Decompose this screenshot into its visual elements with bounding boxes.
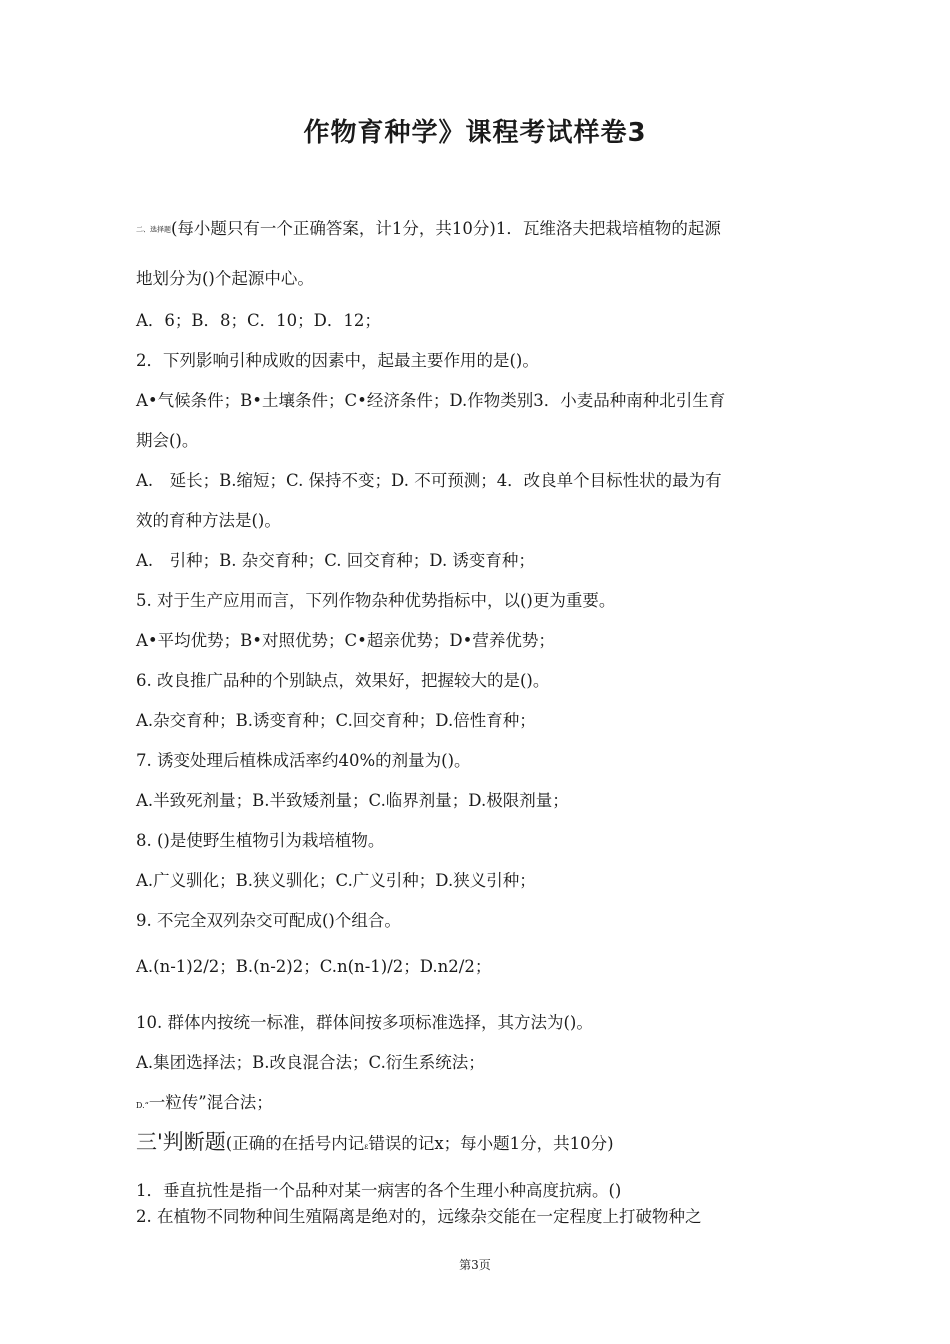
section3-heading: 三'判断题 [136, 1130, 226, 1154]
section2-intro-text: (每小题只有一个正确答案，计1分，共10分)1．瓦维洛夫把栽培植物的起源 [171, 219, 721, 238]
section3-heading-line [136, 1128, 826, 1161]
option-line-6: A.杂交育种；B.诱变育种；C.回交育种；D.倍性育种； [136, 711, 536, 730]
question-6: 6. 改良推广品种的个别缺点，效果好，把握较大的是()。 [136, 671, 550, 690]
option-d-prefix: D.“ [136, 1101, 149, 1110]
judge-question-1: 1．垂直抗性是指一个品种对某一病害的各个生理小种高度抗病。() [136, 1181, 622, 1200]
option-line-10: A.集团选择法；B.改良混合法；C.衍生系统法； [136, 1053, 485, 1072]
page-number: 第3页 [459, 1258, 491, 1272]
judge-question-2: 2. 在植物不同物种间生殖隔离是绝对的，远缘杂交能在一定程度上打破物种之 [136, 1207, 702, 1226]
question-1-continued: 地划分为()个起源中心。 [136, 269, 314, 288]
question-5: 5. 对于生产应用而言，下列作物杂种优势指标中，以()更为重要。 [136, 591, 616, 610]
option-line-8: A.广义驯化；B.狭义驯化；C.广义引种；D.狭义引种； [136, 871, 536, 890]
option-line-4: A. 引种；B. 杂交育种；C. 回交育种；D. 诱变育种； [136, 551, 535, 570]
question-7: 7. 诱变处理后植株成活率约40%的剂量为()。 [136, 751, 471, 770]
section3-intro-2: 错误的记x；每小题1分，共10分) [368, 1134, 614, 1153]
section3-intro: (正确的在括号内记 [225, 1134, 365, 1153]
section2-intro [136, 218, 826, 241]
option-line-1: A．6；B．8；C．10；D．12； [136, 311, 381, 330]
option-line-7: A.半致死剂量；B.半致矮剂量；C.临界剂量；D.极限剂量； [136, 791, 569, 810]
page-title: 作物育种学》课程考试样卷3 [303, 118, 647, 148]
option-line-2: A•气候条件；B•土壤条件；C•经济条件；D.作物类别3．小麦品种南种北引生育 [136, 391, 726, 410]
question-8: 8. ()是使野生植物引为栽培植物。 [136, 831, 385, 850]
section2-label: 二、选择题 [136, 225, 171, 234]
option-d-text: 一粒传”混合法； [148, 1093, 273, 1112]
question-4-continued: 效的育种方法是()。 [136, 511, 281, 530]
option-line-5: A•平均优势；B•对照优势；C•超亲优势；D•营养优势； [136, 631, 555, 650]
section3-mark: ε [364, 1142, 369, 1151]
option-line-10-d [136, 1092, 826, 1117]
option-line-3: A. 延长；B.缩短；C. 保持不变；D. 不可预测；4．改良单个目标性状的最为有 [136, 471, 722, 490]
question-10: 10. 群体内按统一标准，群体间按多项标准选择，其方法为()。 [136, 1013, 593, 1032]
option-line-9: A.(n-1)2/2；B.(n-2)2；C.n(n-1)/2；D.n2/2； [136, 957, 492, 976]
question-3-continued: 期会()。 [136, 431, 199, 450]
question-9: 9. 不完全双列杂交可配成()个组合。 [136, 911, 401, 930]
question-2: 2．下列影响引种成败的因素中，起最主要作用的是()。 [136, 351, 539, 370]
